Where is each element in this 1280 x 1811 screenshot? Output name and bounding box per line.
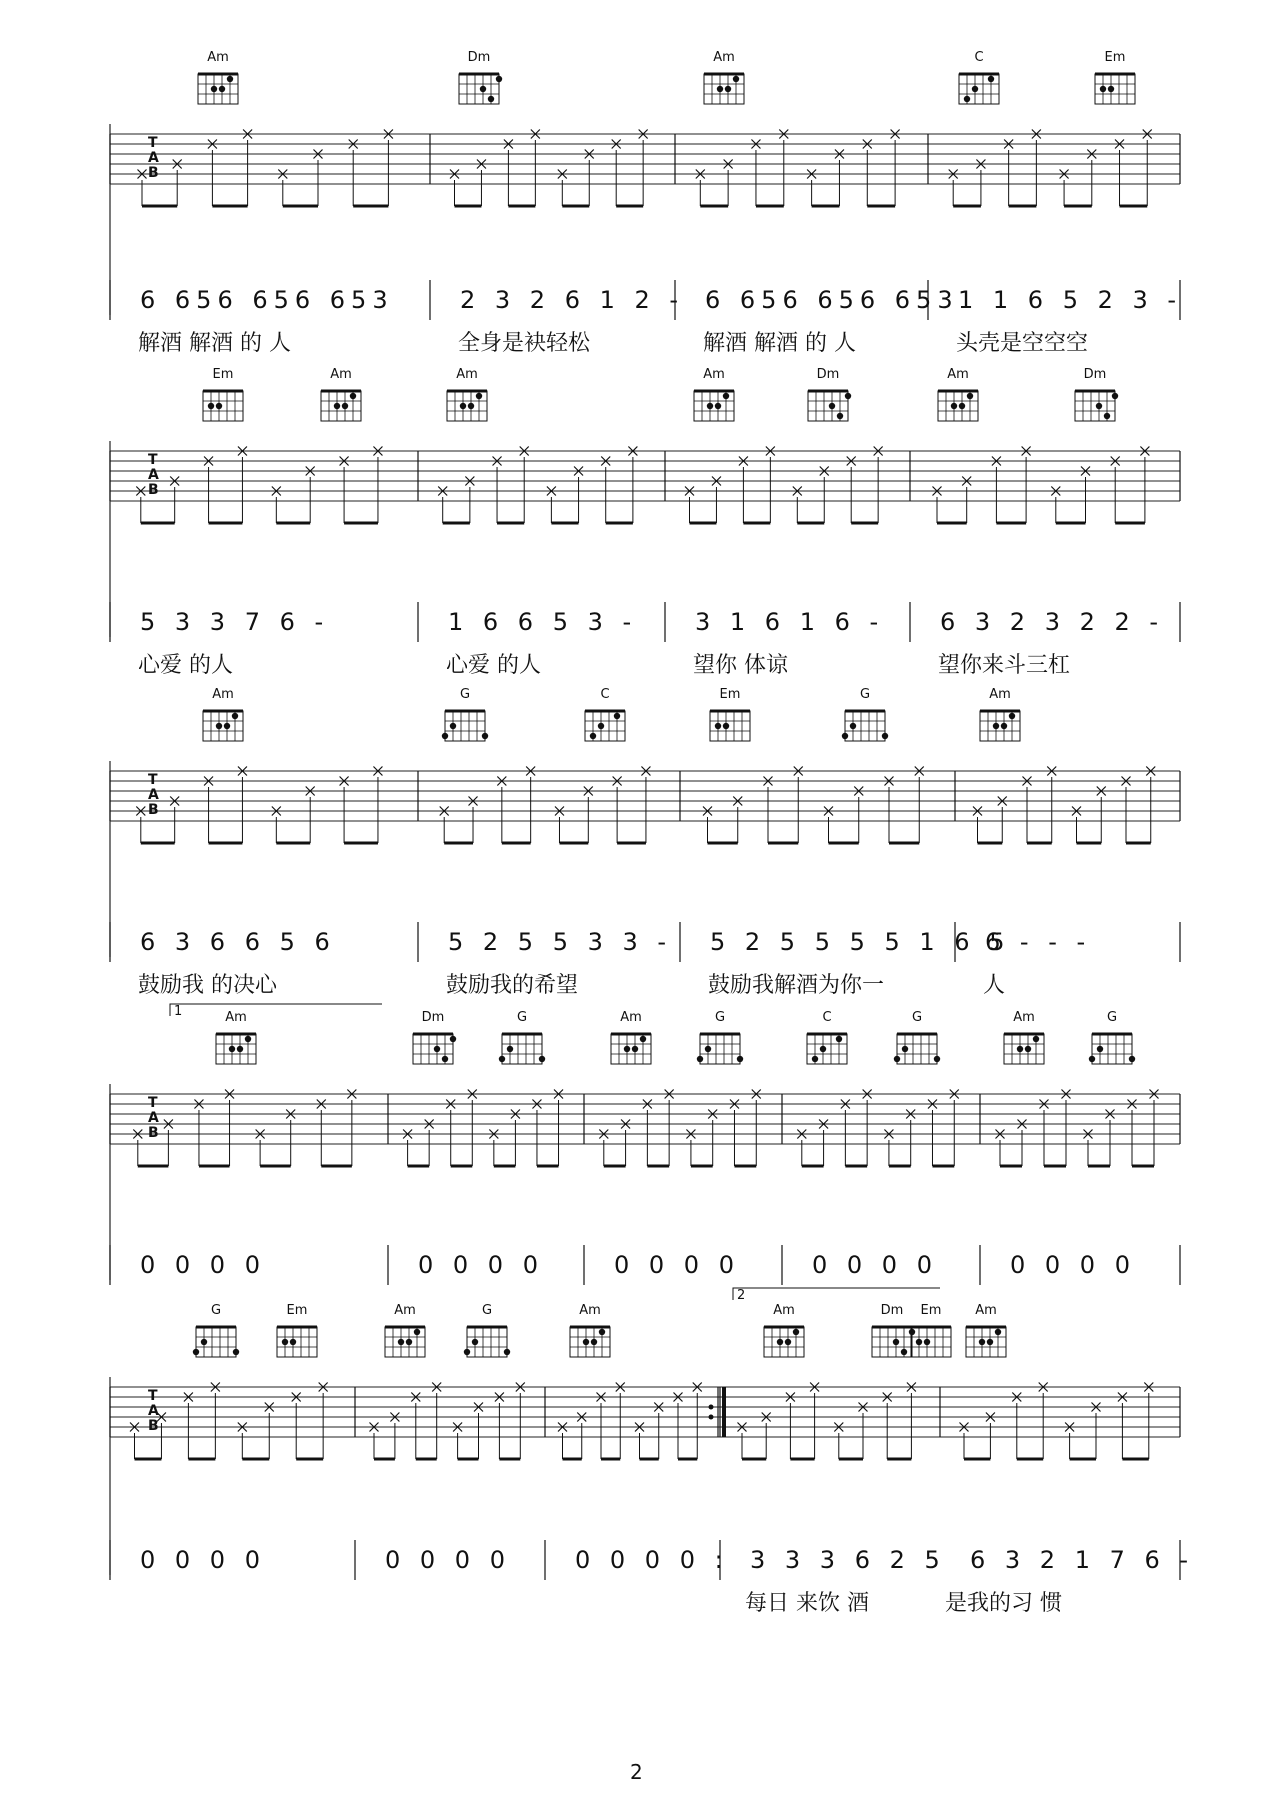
lyric-line: 心爱 的人 xyxy=(138,653,233,678)
lyric-line: 鼓励我的希望 xyxy=(446,973,579,998)
chord-dot xyxy=(717,86,723,92)
chord-dot xyxy=(837,413,843,419)
chord-name: Dm xyxy=(467,50,491,65)
chord-dot xyxy=(460,403,466,409)
chord-dot xyxy=(737,1056,743,1062)
chord-dot xyxy=(472,1339,478,1345)
chord-dot xyxy=(232,713,238,719)
chord-dot xyxy=(951,403,957,409)
jianpu-measure: 0 0 0 0 xyxy=(140,1546,266,1574)
chord-dot xyxy=(482,733,488,739)
chord-dot xyxy=(480,86,486,92)
lyric-line: 头壳是空空空 xyxy=(956,331,1089,356)
lyric-line: 是我的习 惯 xyxy=(945,1591,1062,1616)
chord-dot xyxy=(245,1036,251,1042)
lyric-line: 心爱 的人 xyxy=(446,653,541,678)
chord-dot xyxy=(829,403,835,409)
chord-dot xyxy=(964,96,970,102)
chord-dot xyxy=(334,403,340,409)
chord-dot xyxy=(1129,1056,1135,1062)
chord-dot xyxy=(227,76,233,82)
chord-name: C xyxy=(822,1010,832,1025)
chord-dot xyxy=(1001,723,1007,729)
chord-name: Am xyxy=(1013,1010,1035,1025)
chord-dot xyxy=(434,1046,440,1052)
chord-name: Am xyxy=(773,1303,795,1318)
chord-dot xyxy=(793,1329,799,1335)
jianpu-measure: 6 656 656 653 xyxy=(705,286,959,314)
chord-dot xyxy=(1009,713,1015,719)
lyric-line: 鼓励我 的决心 xyxy=(138,973,277,998)
chord-dot xyxy=(1096,403,1102,409)
chord-dot xyxy=(468,403,474,409)
tab-clef-b: B xyxy=(148,802,159,818)
repeat-dot xyxy=(709,1405,714,1410)
chord-dot xyxy=(979,1339,985,1345)
jianpu-measure: 3 1 6 1 6 - xyxy=(695,608,885,636)
chord-dot xyxy=(488,96,494,102)
chord-dot xyxy=(632,1046,638,1052)
chord-name: G xyxy=(481,1303,493,1318)
chord-dot xyxy=(882,733,888,739)
chord-dot xyxy=(733,76,739,82)
tab-clef-a: A xyxy=(148,150,159,166)
chord-name: Am xyxy=(394,1303,416,1318)
jianpu-measure: 0 0 0 0 xyxy=(614,1251,740,1279)
chord-dot xyxy=(233,1349,239,1355)
chord-name: Dm xyxy=(816,367,840,382)
jianpu-measure: 6 3 2 1 7 6 - xyxy=(970,1546,1195,1574)
jianpu-measure: 0 0 0 0 : xyxy=(575,1546,729,1574)
chord-name: G xyxy=(210,1303,222,1318)
chord-dot xyxy=(599,1329,605,1335)
tab-clef-a: A xyxy=(148,787,159,803)
chord-dot xyxy=(442,733,448,739)
chord-name: Am xyxy=(713,50,735,65)
chord-dot xyxy=(812,1056,818,1062)
lyric-line: 人 xyxy=(983,973,1006,998)
jianpu-measure: 0 0 0 0 xyxy=(385,1546,511,1574)
chord-dot xyxy=(464,1349,470,1355)
chord-dot xyxy=(967,393,973,399)
jianpu-measure: 5 2 5 5 5 5 1 6 5 xyxy=(710,928,1011,956)
chord-dot xyxy=(725,86,731,92)
chord-name: Am xyxy=(212,687,234,702)
jianpu-measure: 6 - - - xyxy=(985,928,1092,956)
page-number: 2 xyxy=(630,1760,643,1784)
chord-dot xyxy=(224,723,230,729)
chord-name: Dm xyxy=(880,1303,904,1318)
tab-clef-a: A xyxy=(148,467,159,483)
chord-dot xyxy=(414,1329,420,1335)
chord-dot xyxy=(723,723,729,729)
chord-dot xyxy=(934,1056,940,1062)
chord-dot xyxy=(850,723,856,729)
chord-name: Am xyxy=(225,1010,247,1025)
chord-dot xyxy=(842,733,848,739)
chord-name: Em xyxy=(1104,50,1126,65)
chord-dot xyxy=(988,76,994,82)
chord-dot xyxy=(916,1339,922,1345)
lyric-line: 每日 来饮 酒 xyxy=(745,1591,869,1616)
tab-clef-a: A xyxy=(148,1110,159,1126)
chord-name: Em xyxy=(286,1303,308,1318)
chord-dot xyxy=(924,1339,930,1345)
jianpu-measure: 5 3 3 7 6 - xyxy=(140,608,330,636)
tab-clef-b: B xyxy=(148,1418,159,1434)
chord-name: Am xyxy=(947,367,969,382)
jianpu-measure: 1 1 6 5 2 3 - xyxy=(958,286,1183,314)
chord-dot xyxy=(211,86,217,92)
chord-dot xyxy=(450,723,456,729)
chord-name: G xyxy=(714,1010,726,1025)
jianpu-measure: 6 3 6 6 5 6 xyxy=(140,928,336,956)
chord-dot xyxy=(282,1339,288,1345)
chord-dot xyxy=(442,1056,448,1062)
chord-dot xyxy=(820,1046,826,1052)
jianpu-measure: 3 3 3 6 2 5 xyxy=(750,1546,946,1574)
tab-clef-t: T xyxy=(148,452,158,468)
chord-dot xyxy=(893,1339,899,1345)
jianpu-measure: 0 0 0 0 xyxy=(140,1251,266,1279)
chord-dot xyxy=(583,1339,589,1345)
chord-dot xyxy=(902,1046,908,1052)
chord-dot xyxy=(697,1056,703,1062)
chord-dot xyxy=(504,1349,510,1355)
volta-bracket xyxy=(733,1288,940,1300)
chord-dot xyxy=(972,86,978,92)
chord-dot xyxy=(993,723,999,729)
chord-dot xyxy=(777,1339,783,1345)
chord-dot xyxy=(723,393,729,399)
chord-dot xyxy=(208,403,214,409)
chord-dot xyxy=(193,1349,199,1355)
jianpu-measure: 0 0 0 0 xyxy=(418,1251,544,1279)
chord-name: Am xyxy=(207,50,229,65)
jianpu-measure: 1 6 6 5 3 - xyxy=(448,608,638,636)
chord-dot xyxy=(496,76,502,82)
chord-dot xyxy=(1108,86,1114,92)
chord-dot xyxy=(987,1339,993,1345)
chord-dot xyxy=(342,403,348,409)
chord-dot xyxy=(715,403,721,409)
chord-dot xyxy=(216,403,222,409)
chord-dot xyxy=(507,1046,513,1052)
chord-name: Em xyxy=(920,1303,942,1318)
jianpu-measure: 0 0 0 0 xyxy=(812,1251,938,1279)
tab-clef-b: B xyxy=(148,1125,159,1141)
chord-dot xyxy=(1017,1046,1023,1052)
chord-dot xyxy=(216,723,222,729)
chord-dot xyxy=(959,403,965,409)
lyric-line: 全身是袂轻松 xyxy=(458,331,591,356)
chord-dot xyxy=(499,1056,505,1062)
chord-name: G xyxy=(516,1010,528,1025)
chord-dot xyxy=(229,1046,235,1052)
tab-clef-a: A xyxy=(148,1403,159,1419)
chord-dot xyxy=(539,1056,545,1062)
chord-name: Am xyxy=(703,367,725,382)
chord-dot xyxy=(705,1046,711,1052)
chord-dot xyxy=(909,1329,915,1335)
chord-name: Am xyxy=(975,1303,997,1318)
chord-name: Dm xyxy=(421,1010,445,1025)
chord-dot xyxy=(1112,393,1118,399)
tab-clef-t: T xyxy=(148,1388,158,1404)
chord-name: Am xyxy=(579,1303,601,1318)
volta-bracket xyxy=(170,1004,382,1016)
chord-dot xyxy=(1025,1046,1031,1052)
chord-dot xyxy=(614,713,620,719)
jianpu-measure: 5 2 5 5 3 3 - xyxy=(448,928,673,956)
chord-dot xyxy=(1100,86,1106,92)
chord-dot xyxy=(836,1036,842,1042)
chord-name: Em xyxy=(719,687,741,702)
chord-dot xyxy=(201,1339,207,1345)
chord-name: C xyxy=(974,50,984,65)
chord-dot xyxy=(450,1036,456,1042)
volta-number: 1 xyxy=(174,1004,183,1019)
chord-name: G xyxy=(911,1010,923,1025)
chord-dot xyxy=(350,393,356,399)
lyric-line: 解酒 解酒 的 人 xyxy=(138,331,291,356)
chord-dot xyxy=(894,1056,900,1062)
chord-name: Am xyxy=(456,367,478,382)
chord-name: Dm xyxy=(1083,367,1107,382)
chord-dot xyxy=(1104,413,1110,419)
tab-clef-b: B xyxy=(148,165,159,181)
chord-name: G xyxy=(1106,1010,1118,1025)
jianpu-measure: 0 0 0 0 xyxy=(1010,1251,1136,1279)
chord-dot xyxy=(590,733,596,739)
chord-dot xyxy=(290,1339,296,1345)
chord-dot xyxy=(398,1339,404,1345)
lyric-line: 鼓励我解酒为你一 xyxy=(708,973,885,998)
chord-dot xyxy=(901,1349,907,1355)
tab-clef-t: T xyxy=(148,772,158,788)
lyric-line: 解酒 解酒 的 人 xyxy=(703,331,856,356)
repeat-dot xyxy=(709,1415,714,1420)
chord-name: Am xyxy=(989,687,1011,702)
chord-name: Am xyxy=(330,367,352,382)
chord-dot xyxy=(219,86,225,92)
chord-name: G xyxy=(459,687,471,702)
chord-dot xyxy=(1033,1036,1039,1042)
lyric-line: 望你 体谅 xyxy=(693,653,788,678)
tab-clef-t: T xyxy=(148,135,158,151)
chord-dot xyxy=(715,723,721,729)
lyric-line: 望你来斗三杠 xyxy=(938,653,1071,678)
chord-dot xyxy=(707,403,713,409)
chord-dot xyxy=(598,723,604,729)
volta-number: 2 xyxy=(737,1288,746,1303)
chord-name: Em xyxy=(212,367,234,382)
chord-name: C xyxy=(600,687,610,702)
chord-dot xyxy=(624,1046,630,1052)
chord-dot xyxy=(845,393,851,399)
chord-dot xyxy=(1089,1056,1095,1062)
jianpu-measure: 6 3 2 3 2 2 - xyxy=(940,608,1165,636)
tab-clef-b: B xyxy=(148,482,159,498)
chord-dot xyxy=(406,1339,412,1345)
jianpu-measure: 6 656 656 653 xyxy=(140,286,394,314)
chord-dot xyxy=(640,1036,646,1042)
chord-dot xyxy=(591,1339,597,1345)
chord-dot xyxy=(785,1339,791,1345)
chord-dot xyxy=(476,393,482,399)
chord-name: Am xyxy=(620,1010,642,1025)
chord-dot xyxy=(1097,1046,1103,1052)
chord-dot xyxy=(237,1046,243,1052)
tab-clef-t: T xyxy=(148,1095,158,1111)
chord-name: G xyxy=(859,687,871,702)
chord-dot xyxy=(995,1329,1001,1335)
jianpu-measure: 2 3 2 6 1 2 - xyxy=(460,286,685,314)
